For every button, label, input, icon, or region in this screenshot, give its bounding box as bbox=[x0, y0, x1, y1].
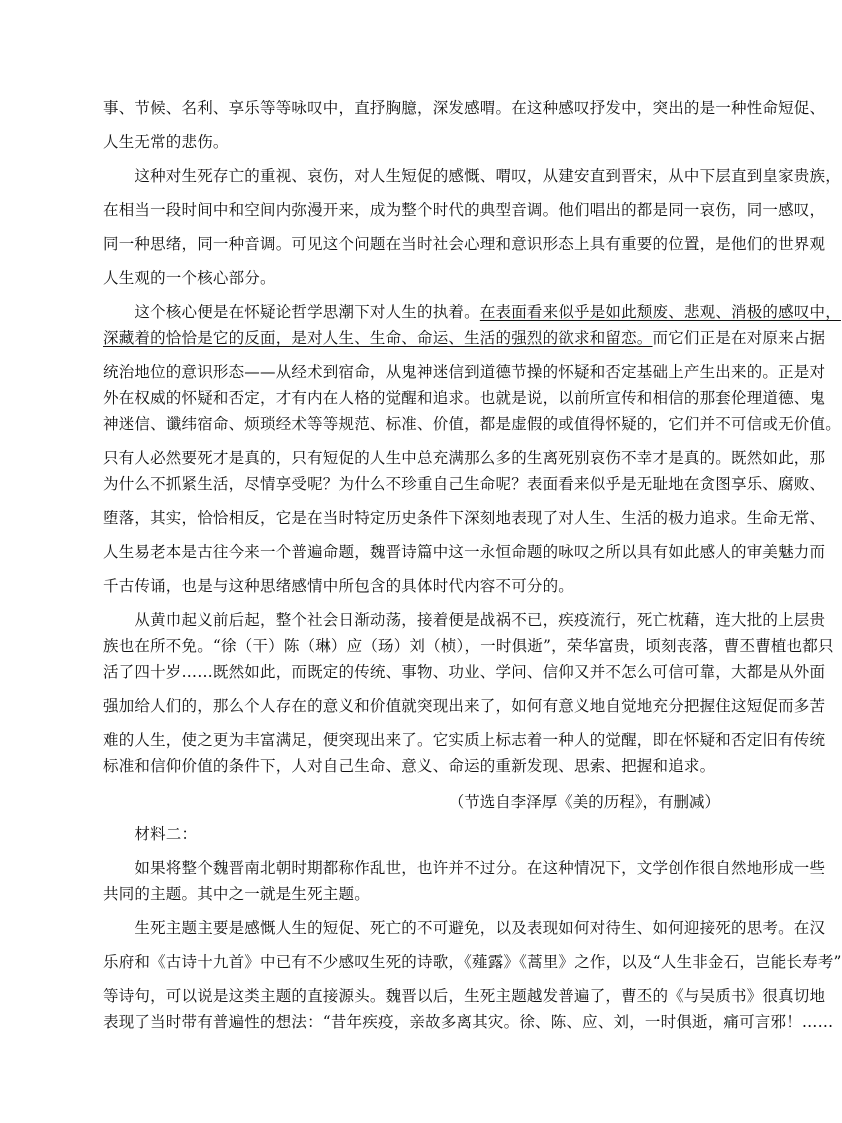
body-line: 千古传诵，也是与这种思绪感情中所包含的具体时代内容不可分的。 bbox=[103, 577, 575, 595]
underlined-text: 在表面看来似乎是如此颓废、悲观、消极的感叹中， bbox=[479, 303, 841, 321]
underlined-text: 深藏着的恰恰是它的反面，是对人生、生命、命运、生活的强烈的欲求和留恋。 bbox=[103, 329, 653, 347]
body-line: 这种对生死存亡的重视、哀伤，对人生短促的感慨、喟叹，从建安直到晋宋，从中下层直到皇家贵族， bbox=[103, 167, 841, 185]
body-line: 强加给人们的，那么个人存在的意义和价值就突现出来了，如何有意义地自觉地充分把握住这短促而多苦 bbox=[103, 697, 826, 715]
body-line: 生死主题主要是感慨人生的短促、死亡的不可避免，以及表现如何对待生、如何迎接死的思考。在汉 bbox=[103, 919, 826, 937]
body-line: 人生观的一个核心部分。 bbox=[103, 269, 276, 287]
body-line: 统治地位的意识形态——从经术到宿命，从鬼神迷信到道德节操的怀疑和否定基础上产生出来的。正是对 bbox=[103, 363, 826, 381]
body-line: 表现了当时带有普遍性的想法：“昔年疾疫，亲故多离其灾。徐、陈、应、刘，一时俱逝，痛可言邪！…… bbox=[103, 1013, 834, 1031]
body-line bbox=[103, 326, 825, 350]
body-line: 共同的主题。其中之一就是生死主题。 bbox=[103, 885, 370, 903]
body-line bbox=[103, 300, 841, 324]
body-line: 活了四十岁……既然如此，而既定的传统、事物、功业、学问、信仰又并不怎么可信可靠，大都是从外面 bbox=[103, 663, 826, 681]
body-line: 堕落，其实，恰恰相反，它是在当时特定历史条件下深刻地表现了对人生、生活的极力追求。生命无常、 bbox=[103, 509, 826, 527]
body-line: 标准和信仰价值的条件下，人对自己生命、意义、命运的重新发现、思索、把握和追求。 bbox=[103, 757, 716, 775]
line-text: 这个核心便是在怀疑论哲学思潮下对人生的执着。 bbox=[103, 303, 480, 321]
body-line: 事、节候、名利、享乐等等咏叹中，直抒胸臆，深发感喟。在这种感叹抒发中，突出的是一种性命短促、 bbox=[103, 99, 826, 117]
section-heading: 材料二： bbox=[103, 825, 198, 843]
body-line: 等诗句，可以说是这类主题的直接源头。魏晋以后，生死主题越发普遍了，曹丕的《与吴质书》很真切地 bbox=[103, 987, 826, 1005]
body-line: 人生无常的悲伤。 bbox=[103, 133, 229, 151]
body-line: 在相当一段时间中和空间内弥漫开来，成为整个时代的典型音调。他们唱出的都是同一哀伤，同一感叹， bbox=[103, 201, 826, 219]
body-line: 同一种思绪，同一种音调。可见这个问题在当时社会心理和意识形态上具有重要的位置，是他们的世界观 bbox=[103, 235, 826, 253]
body-line: 只有人必然要死才是真的，只有短促的人生中总充满那么多的生离死别哀伤不幸才是真的。既然如此，那 bbox=[103, 449, 826, 467]
body-line: 族也在所不免。“徐（干）陈（琳）应（玚）刘（桢），一时俱逝”，荣华富贵，顷刻丧落，曹丕曹植也都只 bbox=[103, 637, 834, 655]
line-text: 而它们正是在对原来占据 bbox=[652, 329, 826, 347]
body-line: 神迷信、谶纬宿命、烦琐经术等等规范、标准、价值，都是虚假的或值得怀疑的，它们并不可信或无价值。 bbox=[103, 415, 841, 433]
body-line: 难的人生，使之更为丰富满足，便突现出来了。它实质上标志着一种人的觉醒，即在怀疑和否定旧有传统 bbox=[103, 731, 826, 749]
body-line: 如果将整个魏晋南北朝时期都称作乱世，也许并不过分。在这种情况下，文学创作很自然地形成一些 bbox=[103, 859, 826, 877]
body-line: 人生易老本是古往今来一个普遍命题，魏晋诗篇中这一永恒命题的咏叹之所以具有如此感人的审美魅力而 bbox=[103, 543, 826, 561]
body-line: 从黄巾起义前后起，整个社会日渐动荡，接着便是战祸不已，疾疫流行，死亡枕藉，连大批的上层贵 bbox=[103, 611, 826, 629]
body-line: 乐府和《古诗十九首》中已有不少感叹生死的诗歌，《薤露》《蒿里》之作，以及“人生非金石，岂能长寿考” bbox=[103, 953, 842, 971]
body-line: 为什么不抓紧生活，尽情享受呢？为什么不珍重自己生命呢？表面看来似乎是无耻地在贪图享乐、腐败、 bbox=[103, 475, 826, 493]
citation: （节选自李泽厚《美的历程》，有删减） bbox=[448, 793, 720, 811]
body-line: 外在权威的怀疑和否定，才有内在人格的觉醒和追求。也就是说，以前所宣传和相信的那套伦理道德、鬼 bbox=[103, 389, 826, 407]
